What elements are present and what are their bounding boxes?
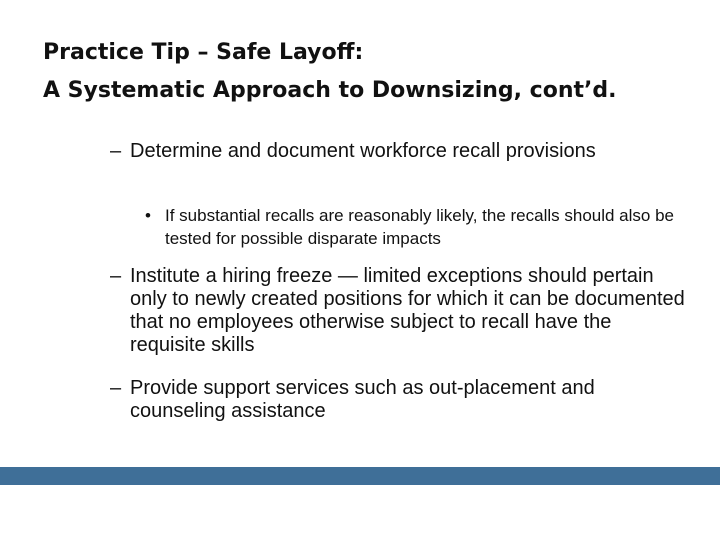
dash-marker: – [110, 265, 122, 287]
dot-marker: • [145, 206, 151, 225]
dash-marker: – [110, 377, 122, 399]
bullet-text: If substantial recalls are reasonably likely, the recalls should also be tested for possible disparate impacts [165, 206, 675, 248]
bullet-support-services [110, 377, 690, 423]
bullet-hiring-freeze [110, 265, 690, 357]
slide-title [43, 34, 703, 110]
footer-bar [0, 467, 720, 485]
title-line-1: Practice Tip – Safe Layoff: [43, 40, 364, 65]
title-line-2: A Systematic Approach to Downsizing, cont’d. [43, 78, 617, 103]
dash-marker: – [110, 140, 122, 162]
bullet-text: Determine and document workforce recall provisions [130, 140, 596, 162]
bullet-text: Institute a hiring freeze — limited exceptions should pertain only to newly created positions for which it can be documented that no employees otherwise subject to recall have the requisite skills [130, 265, 685, 356]
bullet-recall-provisions [110, 140, 690, 163]
sub-bullet-disparate-impacts [145, 204, 705, 250]
bullet-text: Provide support services such as out-placement and counseling assistance [130, 377, 595, 422]
